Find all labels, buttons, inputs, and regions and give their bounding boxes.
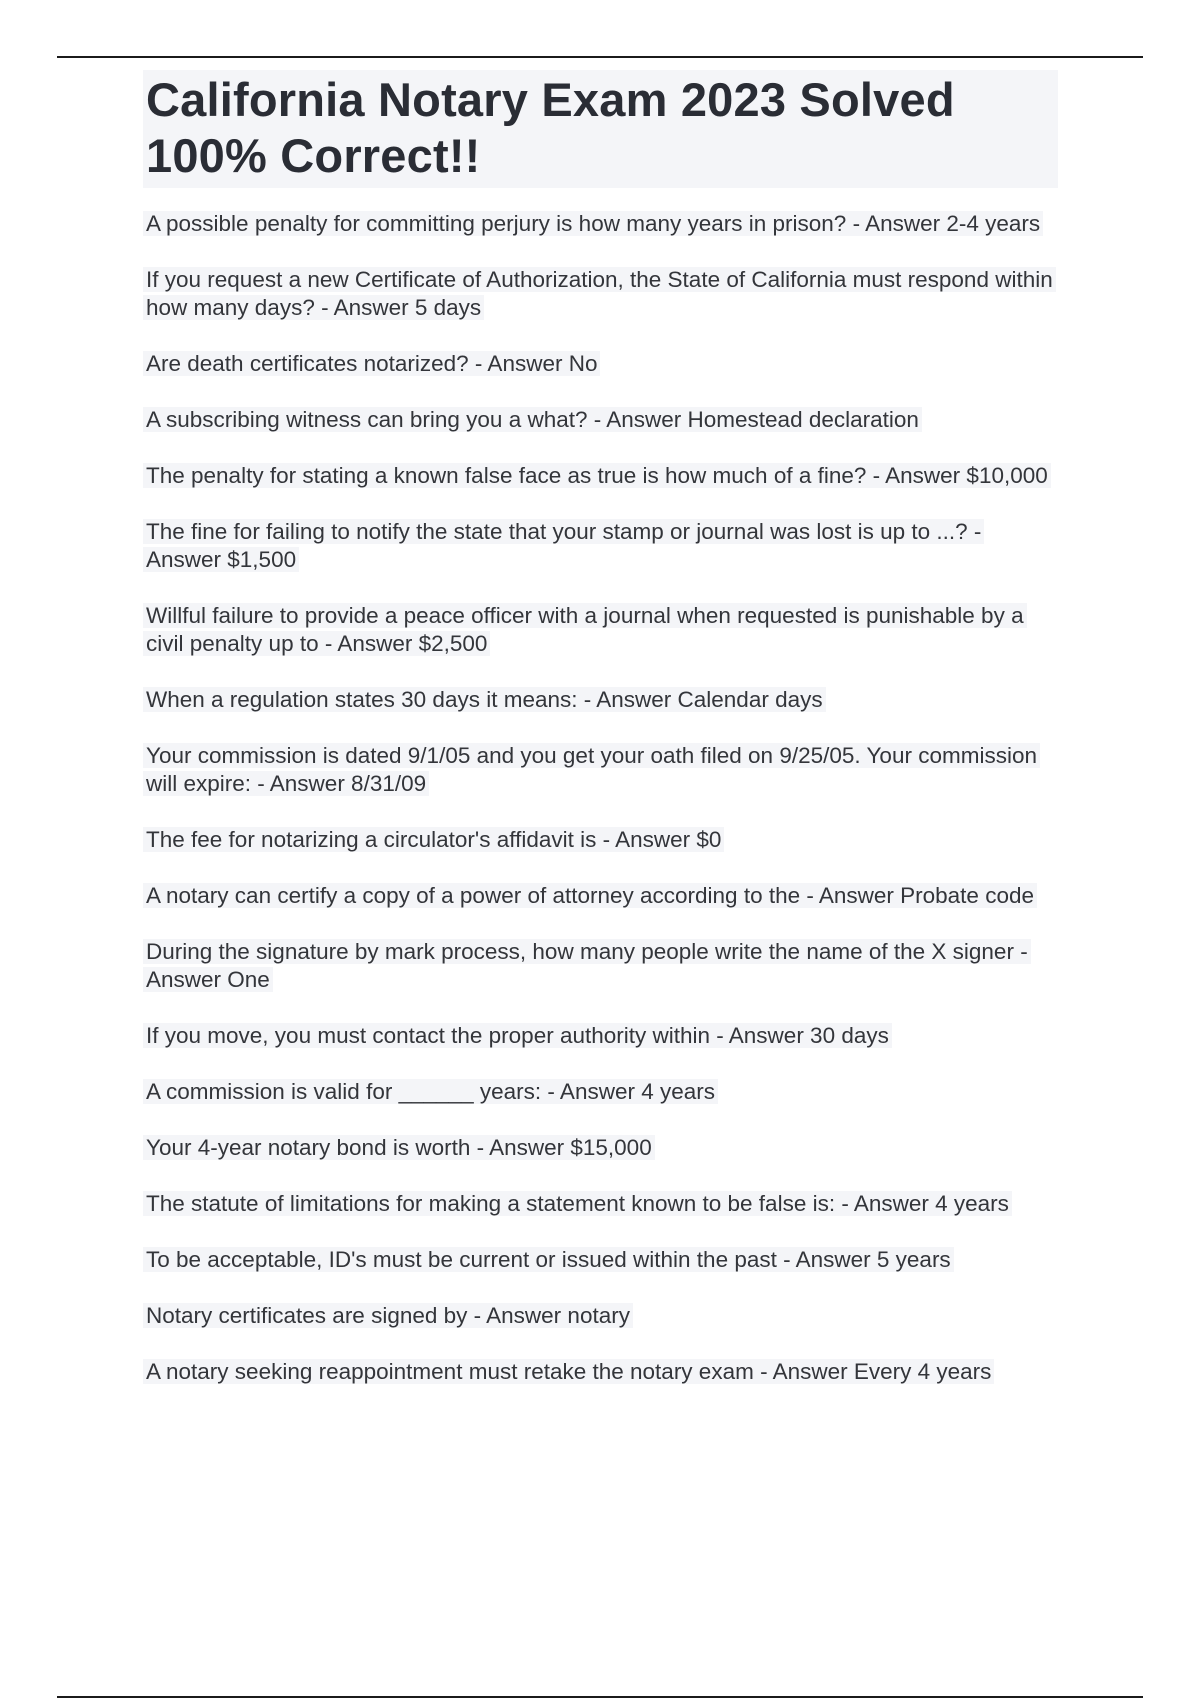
- qa-text: When a regulation states 30 days it means: - Answer Calendar days: [143, 687, 826, 712]
- qa-text: During the signature by mark process, how many people write the name of the X signer - Answer One: [143, 939, 1031, 992]
- qa-item: [143, 1358, 1058, 1386]
- qa-text: Willful failure to provide a peace officer with a journal when requested is punishable by a civil penalty up to - Answer $2,500: [143, 603, 1027, 656]
- qa-item: [143, 518, 1058, 574]
- qa-item: [143, 602, 1058, 658]
- qa-item: [143, 462, 1058, 490]
- qa-item: [143, 1302, 1058, 1330]
- qa-item: [143, 1190, 1058, 1218]
- qa-text: A possible penalty for committing perjury is how many years in prison? - Answer 2-4 years: [143, 211, 1043, 236]
- qa-text: The penalty for stating a known false face as true is how much of a fine? - Answer $10,000: [143, 463, 1051, 488]
- qa-item: [143, 266, 1058, 322]
- qa-item: [143, 1134, 1058, 1162]
- qa-text: A notary can certify a copy of a power of attorney according to the - Answer Probate code: [143, 883, 1037, 908]
- qa-item: [143, 1246, 1058, 1274]
- qa-text: A commission is valid for ______ years: - Answer 4 years: [143, 1079, 718, 1104]
- qa-text: If you request a new Certificate of Authorization, the State of California must respond within how many days? - Answer 5 days: [143, 267, 1056, 320]
- qa-text: Your 4-year notary bond is worth - Answer $15,000: [143, 1135, 655, 1160]
- bottom-rule: [57, 1696, 1143, 1698]
- qa-text: A notary seeking reappointment must retake the notary exam - Answer Every 4 years: [143, 1359, 994, 1384]
- top-rule: [57, 56, 1143, 58]
- qa-text: To be acceptable, ID's must be current or issued within the past - Answer 5 years: [143, 1247, 954, 1272]
- document-page: [143, 70, 1058, 1414]
- qa-item: [143, 1022, 1058, 1050]
- qa-text: Your commission is dated 9/1/05 and you get your oath filed on 9/25/05. Your commission will expire: - Answer 8/31/09: [143, 743, 1040, 796]
- qa-text: If you move, you must contact the proper authority within - Answer 30 days: [143, 1023, 892, 1048]
- qa-item: [143, 406, 1058, 434]
- qa-item: [143, 742, 1058, 798]
- qa-text: Are death certificates notarized? - Answer No: [143, 351, 600, 376]
- qa-item: [143, 210, 1058, 238]
- qa-text: A subscribing witness can bring you a what? - Answer Homestead declaration: [143, 407, 922, 432]
- qa-item: [143, 882, 1058, 910]
- qa-item: [143, 686, 1058, 714]
- qa-item: [143, 938, 1058, 994]
- qa-item: [143, 826, 1058, 854]
- title-block: [143, 70, 1058, 188]
- qa-text: The fine for failing to notify the state that your stamp or journal was lost is up to ...? - Answer $1,500: [143, 519, 984, 572]
- document-title: California Notary Exam 2023 Solved 100% Correct!!: [146, 73, 955, 182]
- qa-text: The statute of limitations for making a statement known to be false is: - Answer 4 years: [143, 1191, 1012, 1216]
- qa-item: [143, 1078, 1058, 1106]
- qa-item: [143, 350, 1058, 378]
- qa-text: Notary certificates are signed by - Answer notary: [143, 1303, 633, 1328]
- qa-list: [143, 210, 1058, 1386]
- qa-text: The fee for notarizing a circulator's affidavit is - Answer $0: [143, 827, 724, 852]
